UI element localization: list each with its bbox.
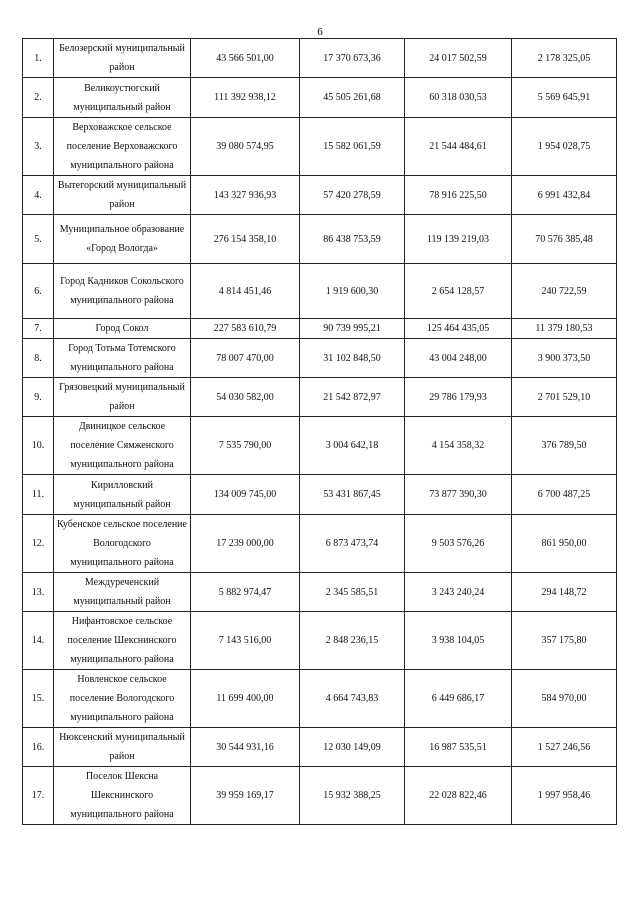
page-number: 6 <box>317 26 323 38</box>
total-amount-cell: 78 007 470,00 <box>191 339 300 378</box>
amount-cell-2: 2 848 236,15 <box>300 612 405 670</box>
amount-cell-4: 584 970,00 <box>512 670 617 728</box>
municipality-name-cell: Кубенское сельское поселение Вологодского муниципального района <box>54 515 191 573</box>
amount-cell-4: 357 175,80 <box>512 612 617 670</box>
municipality-name-cell: Нифантовское сельское поселение Шекснинского муниципального района <box>54 612 191 670</box>
amount-cell-2: 6 873 473,74 <box>300 515 405 573</box>
amount-cell-4: 861 950,00 <box>512 515 617 573</box>
amount-cell-2: 12 030 149,09 <box>300 728 405 767</box>
total-amount-cell: 5 882 974,47 <box>191 573 300 612</box>
amount-cell-2: 53 431 867,45 <box>300 475 405 515</box>
row-number-cell: 6. <box>23 264 54 319</box>
amount-cell-4: 6 700 487,25 <box>512 475 617 515</box>
table-row <box>23 515 617 573</box>
amount-cell-4: 11 379 180,53 <box>512 319 617 339</box>
amount-cell-2: 2 345 585,51 <box>300 573 405 612</box>
table-row <box>23 264 617 319</box>
amount-cell-3: 43 004 248,00 <box>405 339 512 378</box>
total-amount-cell: 4 814 451,46 <box>191 264 300 319</box>
table-row <box>23 118 617 176</box>
municipality-name-cell: Белозерский муниципальный район <box>54 39 191 78</box>
amount-cell-4: 1 527 246,56 <box>512 728 617 767</box>
amount-cell-4: 70 576 385,48 <box>512 215 617 264</box>
municipality-name-cell: Двиницкое сельское поселение Сямженского муниципального района <box>54 417 191 475</box>
table-row <box>23 378 617 417</box>
total-amount-cell: 54 030 582,00 <box>191 378 300 417</box>
municipality-name-cell: Муниципальное образование «Город Вологда» <box>54 215 191 264</box>
amount-cell-4: 2 701 529,10 <box>512 378 617 417</box>
amount-cell-3: 4 154 358,32 <box>405 417 512 475</box>
total-amount-cell: 17 239 000,00 <box>191 515 300 573</box>
table-row <box>23 176 617 215</box>
row-number-cell: 15. <box>23 670 54 728</box>
row-number-cell: 12. <box>23 515 54 573</box>
amount-cell-4: 1 954 028,75 <box>512 118 617 176</box>
amount-cell-3: 6 449 686,17 <box>405 670 512 728</box>
row-number-cell: 17. <box>23 767 54 825</box>
amount-cell-3: 125 464 435,05 <box>405 319 512 339</box>
amount-cell-4: 2 178 325,05 <box>512 39 617 78</box>
municipality-name-cell: Город Тотьма Тотемского муниципального района <box>54 339 191 378</box>
amount-cell-3: 22 028 822,46 <box>405 767 512 825</box>
table-row <box>23 573 617 612</box>
table-row <box>23 767 617 825</box>
row-number-cell: 11. <box>23 475 54 515</box>
row-number-cell: 14. <box>23 612 54 670</box>
row-number-cell: 2. <box>23 78 54 118</box>
row-number-cell: 9. <box>23 378 54 417</box>
amount-cell-2: 15 582 061,59 <box>300 118 405 176</box>
total-amount-cell: 7 143 516,00 <box>191 612 300 670</box>
row-number-cell: 5. <box>23 215 54 264</box>
amount-cell-3: 16 987 535,51 <box>405 728 512 767</box>
row-number-cell: 10. <box>23 417 54 475</box>
table-row <box>23 78 617 118</box>
municipality-name-cell: Великоустюгский муниципальный район <box>54 78 191 118</box>
municipality-name-cell: Кирилловский муниципальный район <box>54 475 191 515</box>
amount-cell-3: 2 654 128,57 <box>405 264 512 319</box>
amount-cell-2: 31 102 848,50 <box>300 339 405 378</box>
amount-cell-2: 21 542 872,97 <box>300 378 405 417</box>
amount-cell-4: 5 569 645,91 <box>512 78 617 118</box>
amount-cell-3: 3 938 104,05 <box>405 612 512 670</box>
table-row <box>23 339 617 378</box>
total-amount-cell: 134 009 745,00 <box>191 475 300 515</box>
amount-cell-3: 60 318 030,53 <box>405 78 512 118</box>
total-amount-cell: 39 959 169,17 <box>191 767 300 825</box>
row-number-cell: 4. <box>23 176 54 215</box>
amount-cell-3: 3 243 240,24 <box>405 573 512 612</box>
table-row <box>23 417 617 475</box>
table-row <box>23 612 617 670</box>
amount-cell-3: 78 916 225,50 <box>405 176 512 215</box>
amount-cell-2: 45 505 261,68 <box>300 78 405 118</box>
amount-cell-2: 17 370 673,36 <box>300 39 405 78</box>
total-amount-cell: 7 535 790,00 <box>191 417 300 475</box>
municipality-name-cell: Город Кадников Сокольского муниципального района <box>54 264 191 319</box>
budget-table <box>22 38 617 825</box>
amount-cell-2: 1 919 600,30 <box>300 264 405 319</box>
table-row <box>23 728 617 767</box>
municipality-name-cell: Нюксенский муниципальный район <box>54 728 191 767</box>
amount-cell-2: 86 438 753,59 <box>300 215 405 264</box>
total-amount-cell: 276 154 358,10 <box>191 215 300 264</box>
amount-cell-3: 119 139 219,03 <box>405 215 512 264</box>
row-number-cell: 8. <box>23 339 54 378</box>
table-row <box>23 475 617 515</box>
amount-cell-4: 1 997 958,46 <box>512 767 617 825</box>
municipality-name-cell: Вытегорский муниципальный район <box>54 176 191 215</box>
table-row <box>23 670 617 728</box>
amount-cell-4: 294 148,72 <box>512 573 617 612</box>
row-number-cell: 13. <box>23 573 54 612</box>
amount-cell-2: 3 004 642,18 <box>300 417 405 475</box>
total-amount-cell: 143 327 936,93 <box>191 176 300 215</box>
total-amount-cell: 111 392 938,12 <box>191 78 300 118</box>
municipality-name-cell: Новленское сельское поселение Вологодского муниципального района <box>54 670 191 728</box>
table-row <box>23 319 617 339</box>
table-row <box>23 215 617 264</box>
municipality-name-cell: Город Сокол <box>54 319 191 339</box>
amount-cell-3: 29 786 179,93 <box>405 378 512 417</box>
total-amount-cell: 11 699 400,00 <box>191 670 300 728</box>
municipality-name-cell: Междуреченский муниципальный район <box>54 573 191 612</box>
amount-cell-2: 15 932 388,25 <box>300 767 405 825</box>
row-number-cell: 3. <box>23 118 54 176</box>
amount-cell-2: 90 739 995,21 <box>300 319 405 339</box>
amount-cell-2: 4 664 743,83 <box>300 670 405 728</box>
municipality-name-cell: Верховажское сельское поселение Верховажского муниципального района <box>54 118 191 176</box>
amount-cell-4: 240 722,59 <box>512 264 617 319</box>
row-number-cell: 1. <box>23 39 54 78</box>
table-row <box>23 39 617 78</box>
amount-cell-3: 73 877 390,30 <box>405 475 512 515</box>
row-number-cell: 16. <box>23 728 54 767</box>
row-number-cell: 7. <box>23 319 54 339</box>
municipality-name-cell: Поселок Шексна Шекснинского муниципального района <box>54 767 191 825</box>
amount-cell-2: 57 420 278,59 <box>300 176 405 215</box>
amount-cell-3: 21 544 484,61 <box>405 118 512 176</box>
amount-cell-3: 24 017 502,59 <box>405 39 512 78</box>
total-amount-cell: 227 583 610,79 <box>191 319 300 339</box>
amount-cell-3: 9 503 576,26 <box>405 515 512 573</box>
municipality-name-cell: Грязовецкий муниципальный район <box>54 378 191 417</box>
amount-cell-4: 376 789,50 <box>512 417 617 475</box>
amount-cell-4: 3 900 373,50 <box>512 339 617 378</box>
total-amount-cell: 39 080 574,95 <box>191 118 300 176</box>
total-amount-cell: 43 566 501,00 <box>191 39 300 78</box>
total-amount-cell: 30 544 931,16 <box>191 728 300 767</box>
amount-cell-4: 6 991 432,84 <box>512 176 617 215</box>
